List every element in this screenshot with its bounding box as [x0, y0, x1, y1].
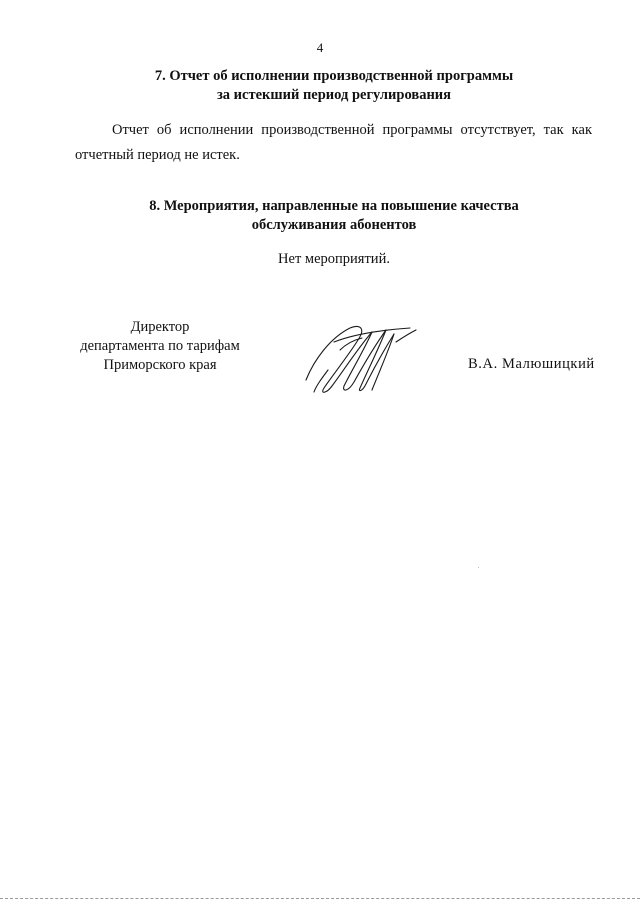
signatory-title-line-2: департамента по тарифам — [80, 338, 240, 354]
scan-speck — [478, 567, 479, 568]
section-7-heading — [60, 67, 608, 105]
section-7-text-line-2: отчетный период не истек. — [75, 147, 240, 163]
section-8-heading-line-2: обслуживания абонентов — [251, 217, 417, 233]
section-8-heading-line-1: 8. Мероприятия, направленные на повышение качества — [149, 198, 519, 214]
section-7-heading-line-2: за истекший период регулирования — [216, 87, 452, 103]
section-7-heading-line-1: 7. Отчет об исполнении производственной программы — [154, 68, 514, 84]
section-7-text-line-1: Отчет об исполнении производственной программы отсутствует, так как — [112, 122, 592, 138]
scan-bottom-edge — [0, 898, 640, 900]
section-8-text: Нет мероприятий. — [278, 251, 390, 267]
signatory-title-line-3: Приморского края — [103, 357, 217, 373]
signatory-title-line-1: Директор — [130, 319, 190, 335]
signatory-title — [60, 318, 260, 375]
handwritten-signature — [300, 320, 420, 396]
page-number: 4 — [316, 40, 324, 55]
section-8-heading — [60, 197, 608, 235]
signatory-name: В.А. Малюшицкий — [468, 356, 595, 372]
